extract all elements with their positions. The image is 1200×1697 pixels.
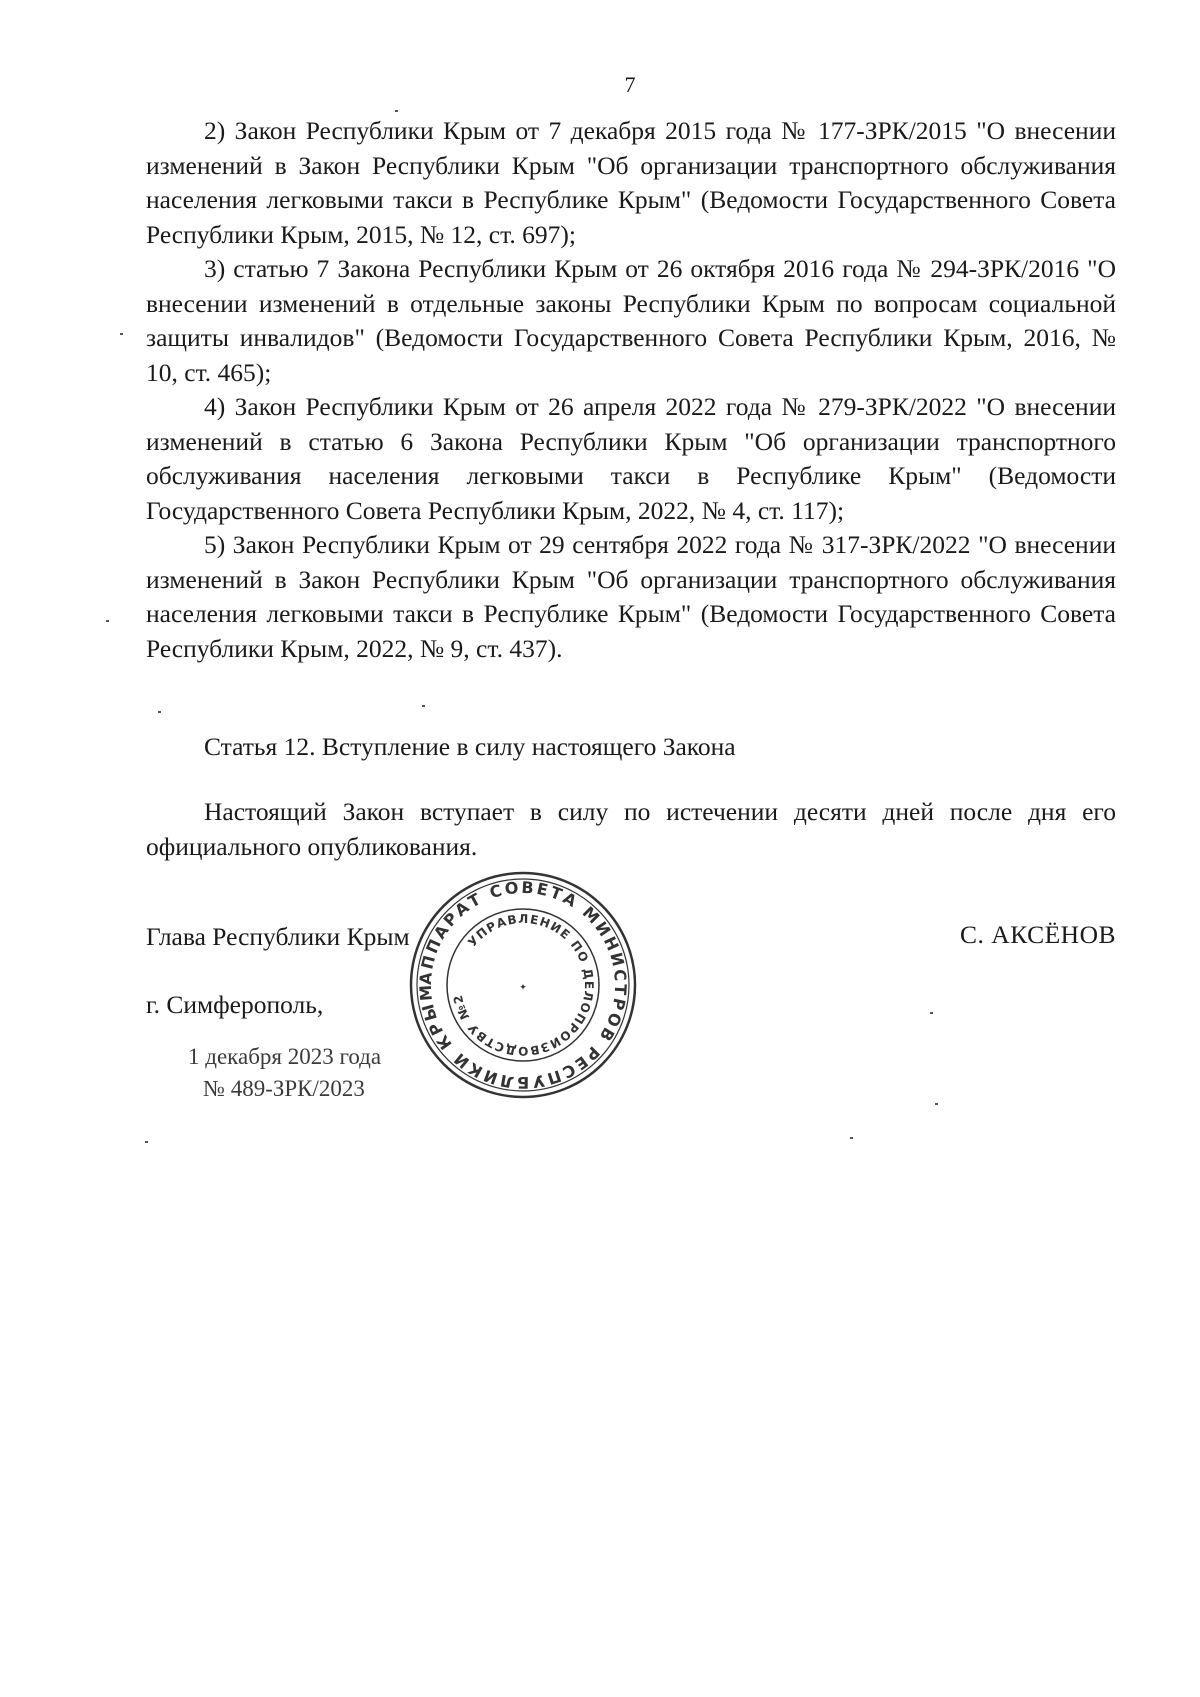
svg-text:✦: ✦ xyxy=(519,983,527,993)
signer-name: С. АКСЁНОВ xyxy=(960,920,1116,949)
signer-title: Глава Республики Крым xyxy=(146,922,410,951)
list-item-4: 4) Закон Республики Крым от 26 апреля 2022 года № 279-ЗРК/2022 "О внесении изменений в статью 6 Закона Республики Крым "Об организации транспортного обслуживания населения легковыми такси в Республике Крым" (Ведомости Государственного Совета Республики Крым, 2022, № 4, ст. 117); xyxy=(146,392,1116,525)
article-12-title: Статья 12. Вступление в силу настоящего Закона xyxy=(204,732,736,761)
list-item-2: 2) Закон Республики Крым от 7 декабря 2015 года № 177-ЗРК/2015 "О внесении изменений в Закон Республики Крым "Об организации транспортного обслуживания населения легковыми такси в Республике Крым" (Ведомости Государственного Совета Республики Крым, 2015, № 12, ст. 697); xyxy=(146,116,1116,249)
seal-outer-text: АППАРАТ СОВЕТА МИНИСТРОВ РЕСПУБЛИКИ КРЫМ xyxy=(415,877,631,1093)
law-number: № 489-ЗРК/2023 xyxy=(203,1076,365,1101)
official-seal-stamp xyxy=(408,870,638,1100)
law-text xyxy=(146,114,1116,666)
list-item-5: 5) Закон Республики Крым от 29 сентября 2022 года № 317-ЗРК/2022 "О внесении изменений в Закон Республики Крым "Об организации транспортного обслуживания населения легковыми такси в Республике Крым" (Ведомости Государственного Совета Республики Крым, 2022, № 9, ст. 437). xyxy=(146,530,1116,663)
effective-date-paragraph: Настоящий Закон вступает в силу по истечении десяти дней после дня его официального опубликования. xyxy=(146,797,1116,861)
list-item-3: 3) статью 7 Закона Республики Крым от 26 октября 2016 года № 294-ЗРК/2016 "О внесении изменений в отдельные законы Республики Крым по вопросам социальной защиты инвалидов" (Ведомости Государственного Совета Республики Крым, 2016, № 10, ст. 465); xyxy=(146,254,1116,387)
page-number: 7 xyxy=(624,72,636,97)
city-line: г. Симферополь, xyxy=(146,990,324,1019)
seal-inner-text: УПРАВЛЕНИЕ ПО ДЕЛОПРОИЗВОДСТВУ №2 xyxy=(450,911,597,1059)
signing-date: 1 декабря 2023 года xyxy=(188,1044,382,1069)
